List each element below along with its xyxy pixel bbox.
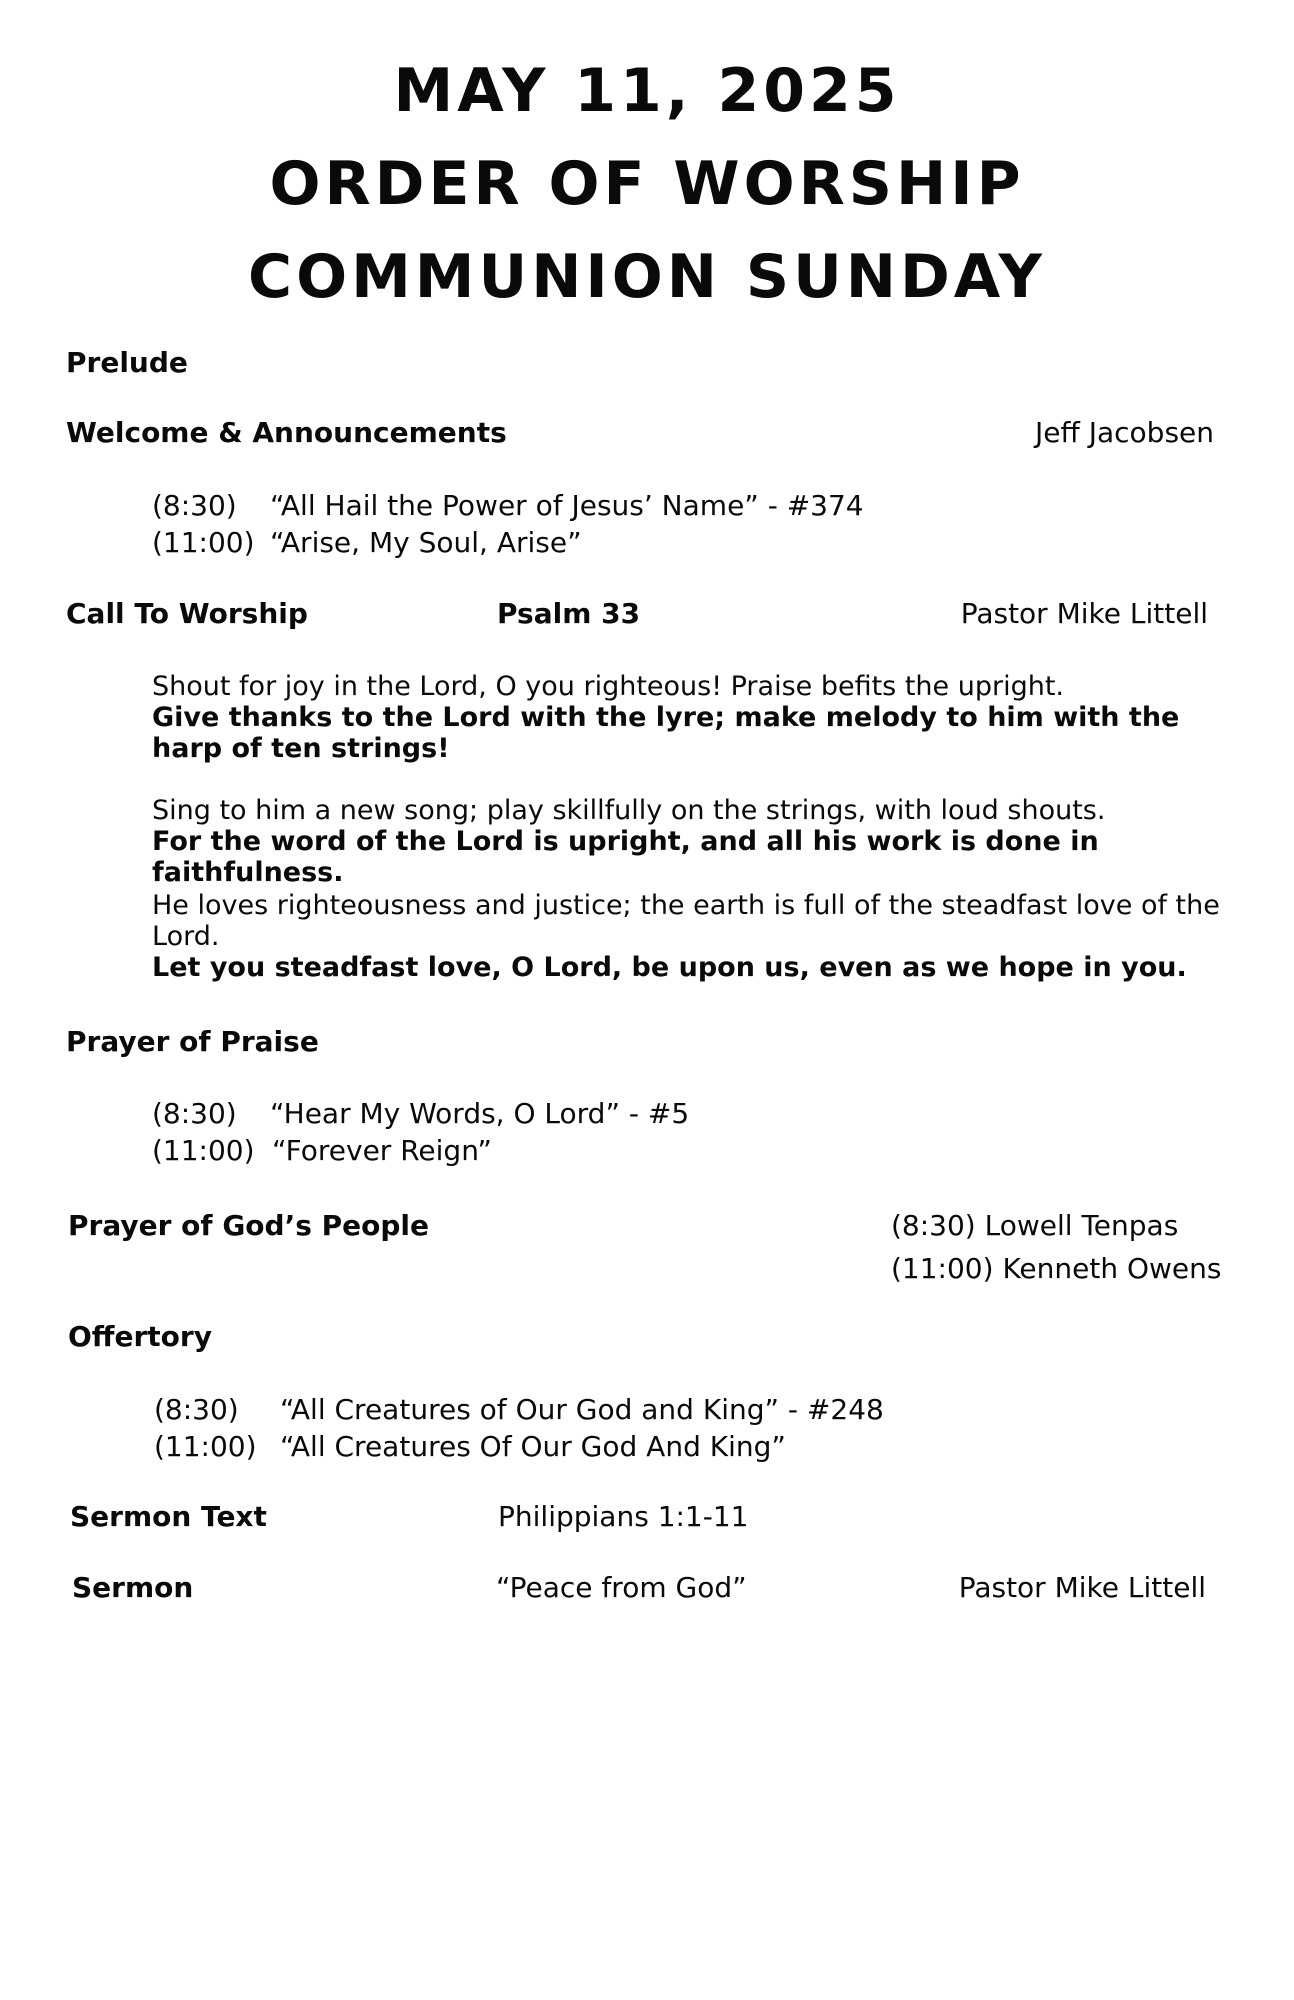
offertory-label: Offertory [68, 1320, 212, 1353]
hymn-time: (11:00) [154, 1430, 257, 1463]
sermon-text-label: Sermon Text [70, 1500, 267, 1533]
welcome-leader: Jeff Jacobsen [1035, 416, 1214, 449]
responsive-reading-stanza-2 [152, 795, 1222, 888]
leader-line: Sing to him a new song; play skillfully on the strings, with loud shouts. [152, 795, 1106, 826]
service-date: MAY 11, 2025 [393, 56, 901, 126]
offertory-hymn-830 [154, 1393, 884, 1426]
hymn-title: “Forever Reign” [272, 1134, 492, 1167]
congregation-response: Give thanks to the Lord with the lyre; make melody to him with the harp of ten strings! [152, 702, 1180, 764]
offertory-hymn-1100 [154, 1430, 786, 1463]
hymn-time: (11:00) [152, 1134, 255, 1167]
call-to-worship-leader: Pastor Mike Littell [960, 597, 1208, 630]
call-to-worship-label: Call To Worship [66, 597, 308, 630]
sermon-text-passage: Philippians 1:1-11 [498, 1500, 749, 1533]
call-to-worship-passage: Psalm 33 [497, 597, 641, 630]
welcome-label: Welcome & Announcements [66, 416, 507, 449]
page-title: ORDER OF WORSHIP [269, 149, 1025, 219]
prayer-of-gods-people-label: Prayer of God’s People [68, 1209, 430, 1242]
hymn-time: (11:00) [152, 526, 255, 559]
hymn-title: “Arise, My Soul, Arise” [270, 526, 582, 559]
welcome-hymn-830 [152, 489, 864, 522]
service-occasion: COMMUNION SUNDAY [248, 242, 1046, 312]
congregation-response: Let you steadfast love, O Lord, be upon us, even as we hope in you. [152, 952, 1187, 983]
prayer-leader-1100: (11:00) Kenneth Owens [891, 1252, 1222, 1285]
hymn-title: “All Creatures Of Our God And King” [280, 1430, 786, 1463]
responsive-reading-stanza-1 [152, 671, 1222, 764]
welcome-hymn-1100 [152, 526, 582, 559]
hymn-title: “All Creatures of Our God and King” - #248 [280, 1393, 884, 1426]
hymn-time: (8:30) [154, 1393, 239, 1426]
hymn-title: “All Hail the Power of Jesus’ Name” - #374 [270, 489, 864, 522]
hymn-title: “Hear My Words, O Lord” - #5 [270, 1097, 690, 1130]
congregation-response: For the word of the Lord is upright, and all his work is done in faithfulness. [152, 826, 1099, 888]
prelude-label: Prelude [66, 346, 188, 379]
leader-line: Shout for joy in the Lord, O you righteous! Praise befits the upright. [152, 671, 1065, 702]
prayer-of-praise-label: Prayer of Praise [66, 1025, 319, 1058]
hymn-time: (8:30) [152, 1097, 237, 1130]
hymn-time: (8:30) [152, 489, 237, 522]
sermon-label: Sermon [72, 1571, 194, 1604]
prayer-leader-830: (8:30) Lowell Tenpas [891, 1209, 1179, 1242]
praise-hymn-1100 [152, 1134, 492, 1167]
responsive-reading-stanza-3 [152, 890, 1222, 983]
leader-line: He loves righteousness and justice; the earth is full of the steadfast love of the Lord. [152, 890, 1220, 952]
praise-hymn-830 [152, 1097, 690, 1130]
sermon-title: “Peace from God” [496, 1571, 747, 1604]
sermon-preacher: Pastor Mike Littell [958, 1571, 1206, 1604]
